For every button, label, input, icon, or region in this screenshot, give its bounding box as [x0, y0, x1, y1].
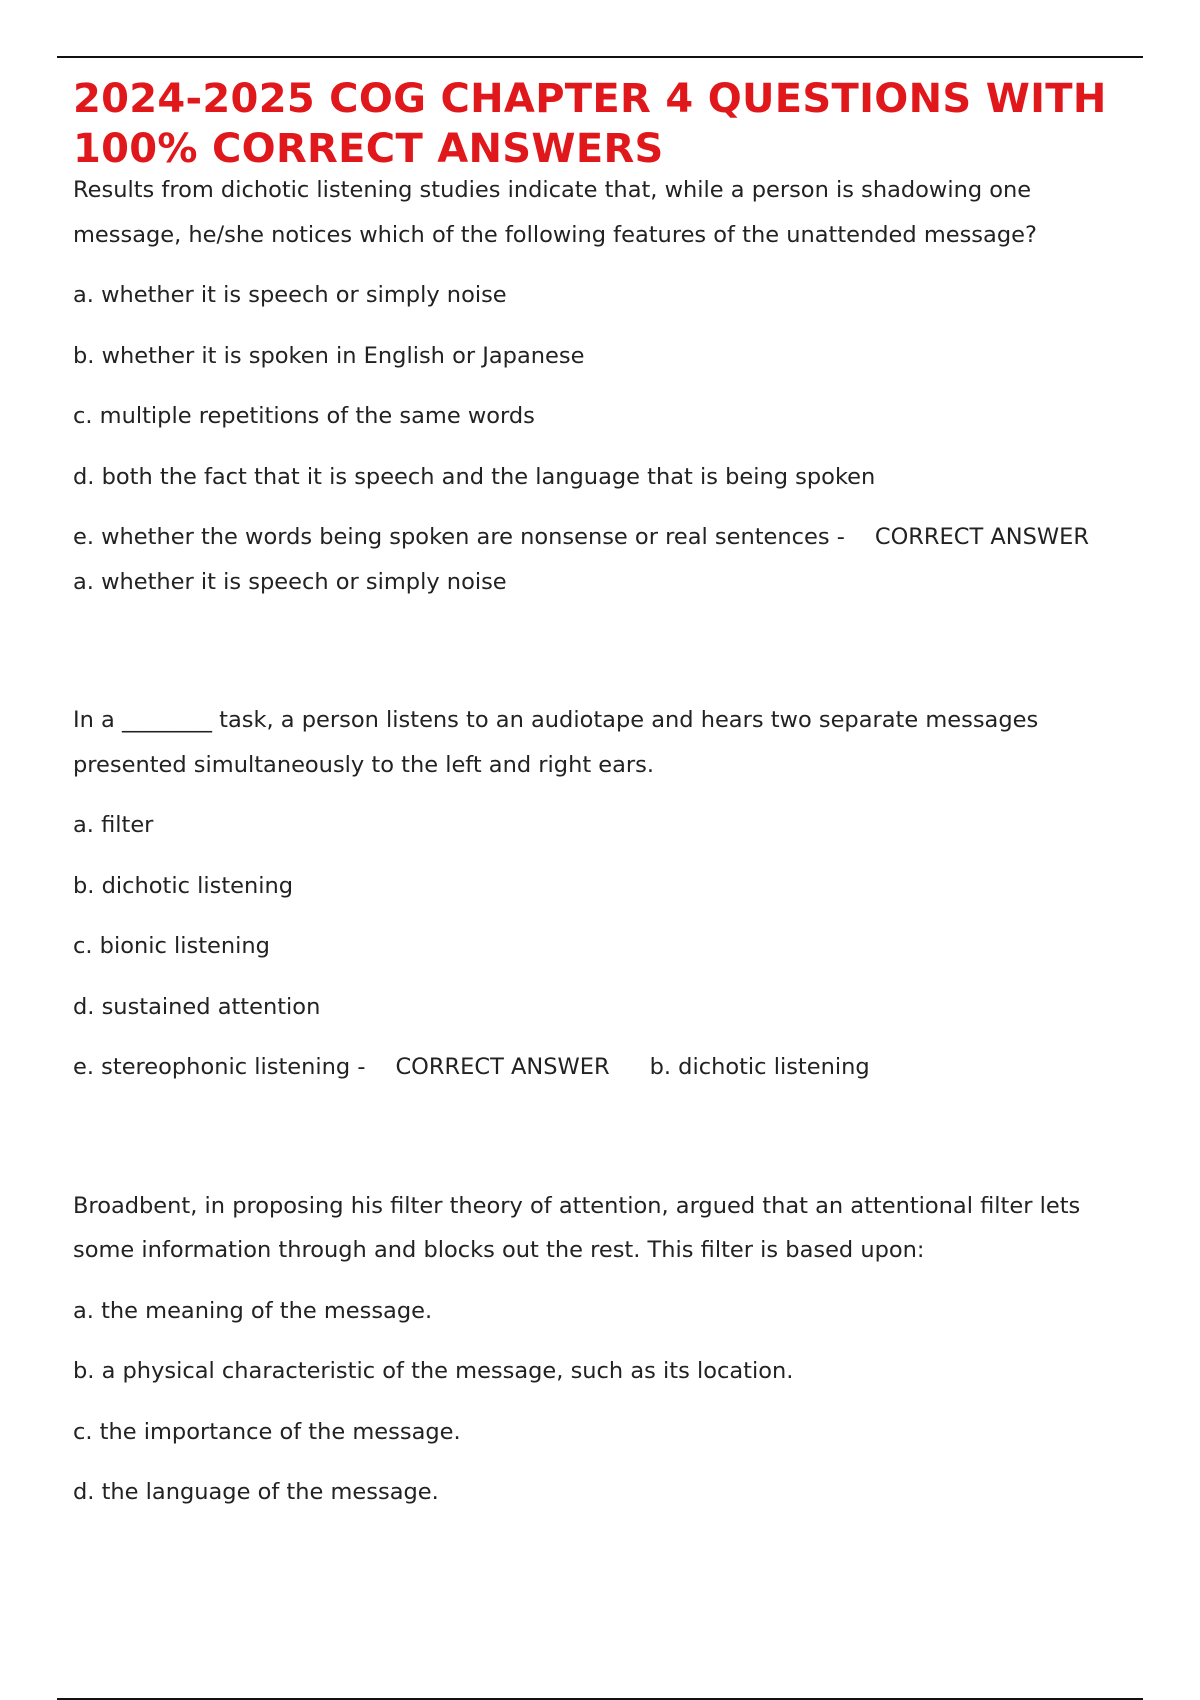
option-e: e. whether the words being spoken are nonsense or real sentences -	[73, 524, 845, 550]
top-divider	[57, 56, 1143, 58]
question-text: Results from dichotic listening studies indicate that, while a person is shadowing one message, he/she notices which of the following features of the unattended message?	[73, 177, 1037, 248]
option-e-with-answer	[73, 515, 1143, 604]
option-e-with-answer	[73, 1045, 1143, 1090]
option-d: d. sustained attention	[73, 993, 321, 1020]
option-a: a. filter	[73, 812, 154, 838]
option-c: c. bionic listening	[73, 933, 270, 959]
correct-answer-label: CORRECT ANSWER	[874, 524, 1089, 550]
question-text: In a ________ task, a person listens to an audiotape and hears two separate messages presented simultaneously to the left and right ears.	[73, 707, 1039, 778]
document-title: 2024-2025 COG CHAPTER 4 QUESTIONS WITH 100% CORRECT ANSWERS	[73, 76, 1107, 172]
option-a: a. the meaning of the message.	[73, 1297, 433, 1324]
question-text: Broadbent, in proposing his filter theory of attention, argued that an attentional filter lets some information through and blocks out the rest. This filter is based upon:	[73, 1192, 1081, 1263]
option-c: c. the importance of the message.	[73, 1418, 461, 1445]
option-b: b. a physical characteristic of the message, such as its location.	[73, 1358, 794, 1384]
correct-answer: a. whether it is speech or simply noise	[73, 568, 507, 595]
option-a: a. whether it is speech or simply noise	[73, 282, 507, 308]
option-d: d. both the fact that it is speech and the language that is being spoken	[73, 463, 876, 490]
question-3	[73, 1184, 1143, 1515]
option-b: b. whether it is spoken in English or Japanese	[73, 342, 585, 369]
question-1	[73, 168, 1143, 604]
document-body	[73, 168, 1143, 1515]
correct-answer-label: CORRECT ANSWER	[395, 1054, 610, 1080]
option-d: d. the language of the message.	[73, 1479, 439, 1505]
option-c: c. multiple repetitions of the same words	[73, 403, 535, 429]
correct-answer: b. dichotic listening	[649, 1054, 870, 1080]
option-e: e. stereophonic listening -	[73, 1054, 366, 1080]
option-b: b. dichotic listening	[73, 872, 294, 899]
question-2	[73, 698, 1143, 1090]
